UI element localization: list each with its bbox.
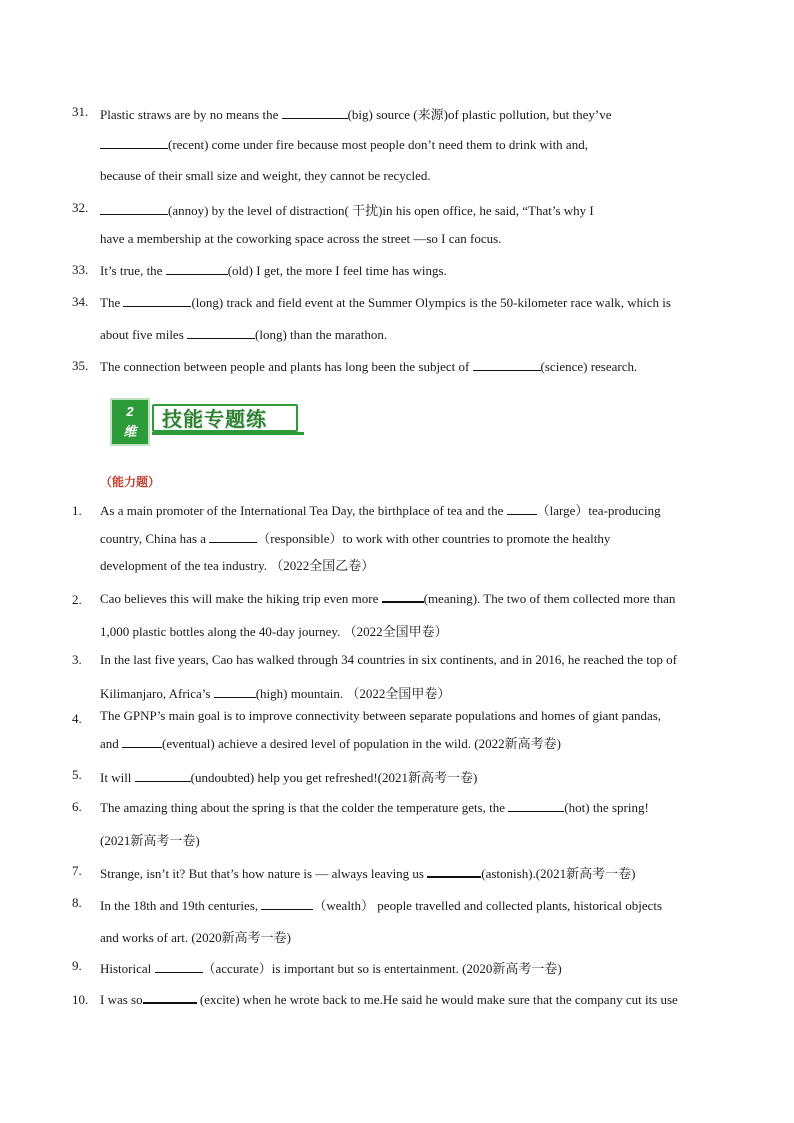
answer-blank[interactable] [508,799,564,812]
answer-blank[interactable] [100,202,168,215]
answer-blank[interactable] [209,530,257,543]
question-text: (annoy) by the level of distraction( 干扰)in his open office, he said, “That’s why I [100,200,594,219]
question-text: development of the tea industry. （2022全国乙卷） [100,558,375,573]
answer-blank[interactable] [166,262,228,275]
question-text: Strange, isn’t it? But that’s how nature is — always leaving us (astonish).(2021新高考一卷) [100,866,636,881]
question-text: (2021新高考一卷) [100,833,200,848]
question-number: 31. [72,104,89,119]
question-number: 35. [72,358,89,373]
question-number: 8. [72,895,82,910]
question-text: I was so (excite) when he wrote back to me.He said he would make sure that the company cut its use [100,992,678,1007]
question-text: The amazing thing about the spring is that the colder the temperature gets, the (hot) the spring! [100,800,649,815]
question-text: In the 18th and 19th centuries, （wealth） people travelled and collected plants, historical objects [100,898,663,913]
question-text: Kilimanjaro, Africa’s (high) mountain. （2022全国甲卷） [100,686,451,701]
question-text: and (eventual) achieve a desired level of population in the wild. (2022新高考卷) [100,736,561,751]
answer-blank[interactable] [261,897,313,910]
question-number: 10. [72,992,89,1007]
question-text: Historical （accurate）is important but so is entertainment. (2020新高考一卷) [100,961,562,976]
question-number: 1. [72,503,82,518]
section-banner [110,396,306,448]
answer-blank[interactable] [382,589,424,603]
section-tag: 2 维 [110,398,150,446]
answer-blank[interactable] [282,106,348,119]
question-text: have a membership at the coworking space across the street —so I can focus. [100,231,502,246]
question-text: In the last five years, Cao has walked through 34 countries in six continents, and in 2016, he reached the top of [100,652,677,667]
question-text: The GPNP’s main goal is to improve connectivity between separate populations and homes of giant pandas, [100,708,662,723]
section-title-box [152,404,298,432]
question-number: 33. [72,262,89,277]
answer-blank[interactable] [214,685,256,698]
answer-blank[interactable] [155,960,203,973]
answer-blank[interactable] [507,502,537,515]
question-text: and works of art. (2020新高考一卷) [100,930,291,945]
question-text: 1,000 plastic bottles along the 40-day journey. （2022全国甲卷） [100,624,448,639]
question-text: It’s true, the (old) I get, the more I feel time has wings. [100,263,447,278]
question-text: about five miles (long) than the marathon. [100,327,388,342]
question-number: 9. [72,958,82,973]
question-text: Cao believes this will make the hiking trip even more (meaning). The two of them collected more than [100,591,676,606]
question-number: 6. [72,799,82,814]
question-text: Plastic straws are by no means the (big) source (来源)of plastic pollution, but they’ve [100,107,612,122]
question-number: 4. [72,711,82,726]
answer-blank[interactable] [427,864,481,878]
section-label: （能力题） [100,475,161,489]
question-text: country, China has a （responsible）to work with other countries to promote the healthy [100,531,611,546]
answer-blank[interactable] [135,769,191,782]
question-text: The (long) track and field event at the Summer Olympics is the 50-kilometer race walk, which is [100,295,671,310]
question-text: because of their small size and weight, they cannot be recycled. [100,168,431,183]
question-number: 7. [72,863,82,878]
question-text: As a main promoter of the International Tea Day, the birthplace of tea and the （large）tea-producing [100,503,661,518]
answer-blank[interactable] [473,358,541,371]
answer-blank[interactable] [187,326,255,339]
answer-blank[interactable] [143,990,197,1004]
question-number: 2. [72,592,82,607]
question-text: (recent) come under fire because most people don’t need them to drink with and, [100,136,588,153]
question-text: The connection between people and plants has long been the subject of (science) research. [100,359,638,374]
section-title: 技能专题练 [162,407,267,431]
answer-blank[interactable] [123,294,191,307]
question-number: 3. [72,652,82,667]
answer-blank[interactable] [122,735,162,748]
question-text: It will (undoubted) help you get refreshed!(2021新高考一卷) [100,770,478,785]
banner-underline [152,432,304,435]
question-number: 34. [72,294,89,309]
question-number: 32. [72,200,89,215]
answer-blank[interactable] [100,136,168,149]
question-number: 5. [72,767,82,782]
